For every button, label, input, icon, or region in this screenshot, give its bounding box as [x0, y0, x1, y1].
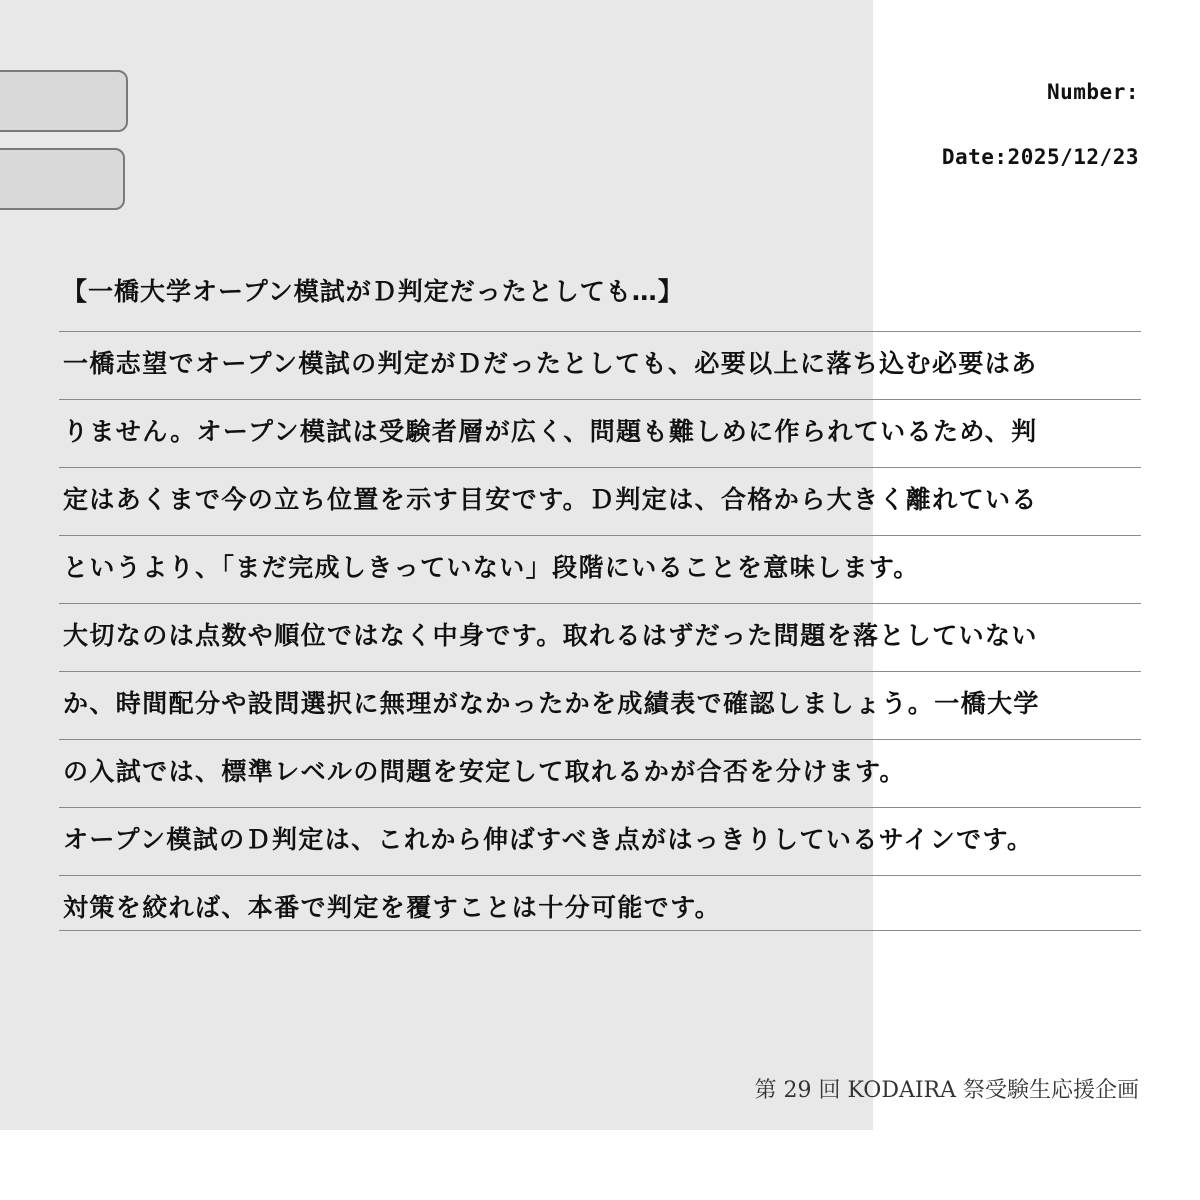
ruled-line	[59, 739, 1141, 807]
ruled-line	[59, 603, 1141, 671]
ruled-line	[59, 399, 1141, 467]
ruled-line	[59, 467, 1141, 535]
line-text: 一橋志望でオープン模試の判定がＤだったとしても、必要以上に落ち込む必要はあ	[63, 349, 1038, 378]
ruled-line	[59, 331, 1141, 399]
line-text: オープン模試のＤ判定は、これから伸ばすべき点がはっきりしているサインです。	[63, 825, 1034, 854]
ruled-text-lines	[59, 331, 1141, 931]
index-tab-1[interactable]	[0, 70, 128, 132]
date-field: Date:2025/12/23	[941, 145, 1139, 169]
line-text: りません。オープン模試は受験者層が広く、問題も難しめに作られているため、判	[63, 417, 1038, 446]
ruled-line	[59, 535, 1141, 603]
index-tab-2[interactable]	[0, 148, 125, 210]
line-text: 定はあくまで今の立ち位置を示す目安です。Ｄ判定は、合格から大きく離れている	[63, 485, 1038, 514]
footer-credit: 第 29 回 KODAIRA 祭受験生応援企画	[754, 1078, 1139, 1103]
line-text: 対策を絞れば、本番で判定を覆すことは十分可能です。	[63, 893, 722, 922]
line-text: というより、「まだ完成しきっていない」段階にいることを意味します。	[63, 553, 920, 582]
ruled-line	[59, 807, 1141, 875]
line-text: 大切なのは点数や順位ではなく中身です。取れるはずだった問題を落としていない	[63, 621, 1038, 650]
number-field: Number:	[1046, 80, 1139, 104]
document-heading: 【一橋大学オープン模試がＤ判定だったとしても…】	[62, 277, 684, 306]
ruled-line	[59, 671, 1141, 739]
ruled-line	[59, 875, 1141, 931]
line-text: か、時間配分や設問選択に無理がなかったかを成績表で確認しましょう。一橋大学	[63, 689, 1040, 718]
line-text: の入試では、標準レベルの問題を安定して取れるかが合否を分けます。	[63, 757, 906, 786]
